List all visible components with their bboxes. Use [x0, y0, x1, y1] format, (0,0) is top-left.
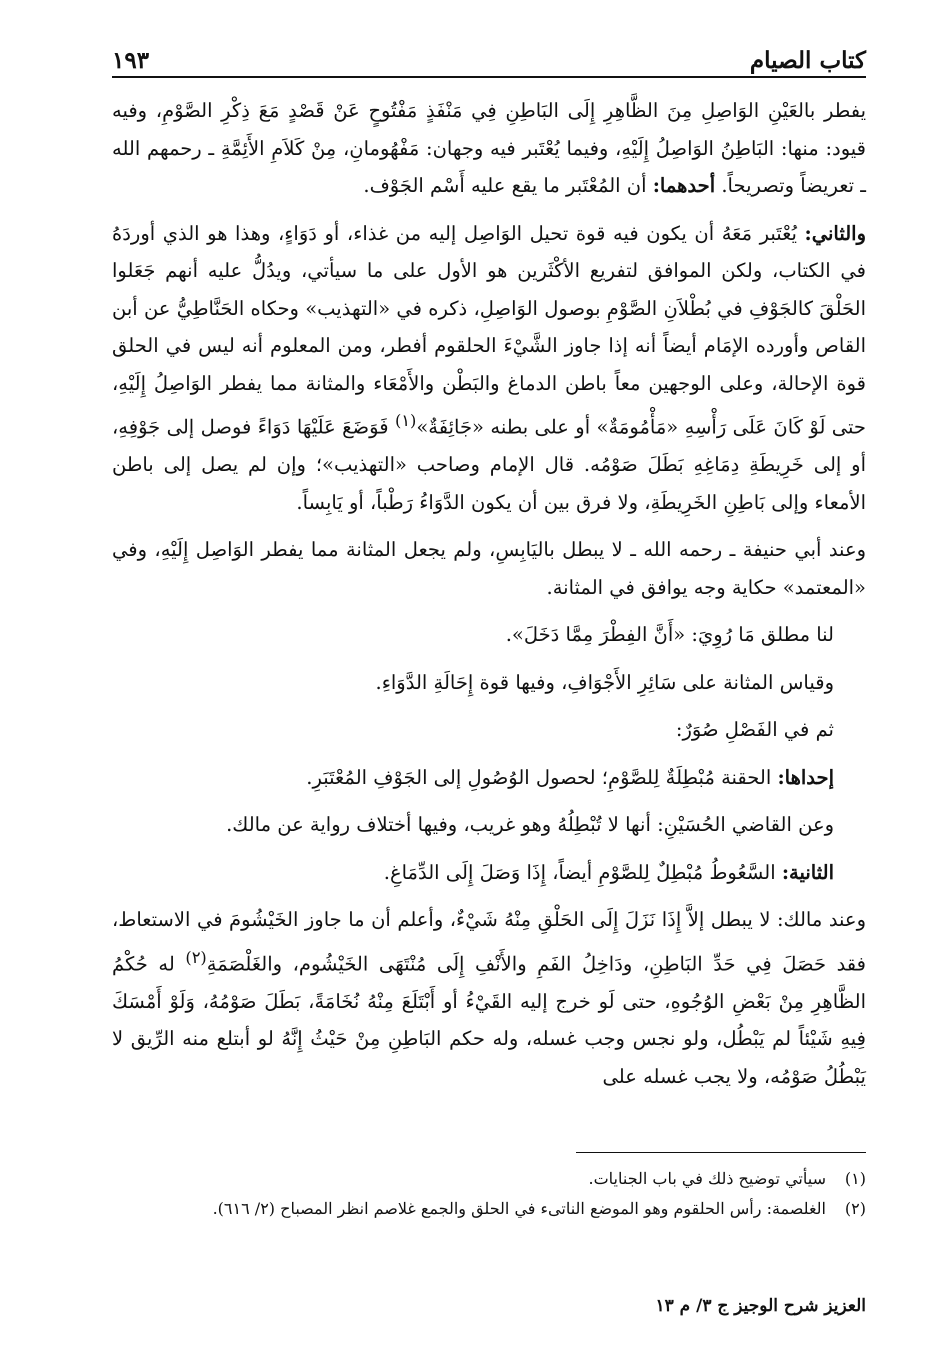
p7-text: الحقنة مُبْطِلَةٌ لِلصَّوْمِ؛ لحصول الوُصُولِ إلى الجَوْفِ المُعْتَبَرِ.: [306, 765, 772, 789]
paragraph-9: [112, 854, 834, 892]
p9-text: السَّعُوطُ مُبْطِلٌ لِلصَّوْمِ أيضاً، إِذَا وَصَلَ إِلَى الدِّمَاغِ.: [383, 860, 776, 884]
paragraph-10: [112, 901, 866, 1095]
footnote-ref-1: (١): [394, 411, 417, 430]
footnote-rule: [576, 1152, 866, 1153]
header-rule: [112, 76, 866, 78]
paragraph-7: [112, 759, 834, 797]
footnote-1-text: سيأتي توضيح ذلك في باب الجنايات.: [588, 1169, 826, 1188]
footnote-2-text: الغلصمة: رأس الحلقوم وهو الموضع الناتىء في الحلق والجمع غلاصم انظر المصباح (٢/ ٦١٦).: [212, 1199, 826, 1218]
p1-bold: أحدهما:: [652, 174, 716, 197]
paragraph-3: وعند أبي حنيفة ـ رحمه الله ـ لا يبطل باليَابِسِ، ولم يجعل المثانة مما يفطر الوَاصِل إِلَيْهِ، وفي «المعتمد» حكاية وجه يوافق في المثانة.: [112, 538, 866, 599]
book-title: كتاب الصيام: [749, 47, 866, 74]
p7-bold: إحداها:: [777, 765, 834, 789]
main-text: [112, 92, 866, 1105]
footnote-2-number: (٢): [844, 1199, 866, 1218]
page-number: ١٩٣: [112, 47, 150, 74]
p10-end: له حُكْمُ الظَّاهِرِ مِنْ بَعْضِ الوُجُوهِ، حتى لَو خرج إليه القَيْءُ أو أَبْتَلَعَ مِنْهُ نُخَامَةً، بَطَلَ صَوْمُهُ، وَلَوْ أَمْسَكَ فِيهِ شَيْئاً لم يَبْطُل، ولو نجس وجب غسله، وله حكم البَاطِنِ مِنْ حَيْثُ إِنَّهُ لو أبتلع منه الرِّيق لا يَبْطُلُ صَوْمُه، ولا يجب غسله على: [112, 952, 866, 1088]
footnote-1: [112, 1164, 866, 1194]
paragraph-2: [112, 215, 866, 522]
p9-bold: الثانية:: [781, 860, 834, 884]
signature-mark: العزيز شرح الوجيز ج ٣/ م ١٣: [655, 1296, 866, 1316]
page-header: [112, 38, 866, 74]
footnote-1-number: (١): [844, 1169, 866, 1188]
p2-bold: والثاني:: [804, 221, 866, 245]
p2-text: يُعْتَبر مَعَهُ أن يكون فيه قوة تحيل الوَاصِل إليه من غذاء، أو دَوَاءٍ، وهذا هو الذي أوردَهُ في الكتاب، ولكن الموافق لتفريع الأكْثَرين هو الأول على ما سيأتي، ويدُلُّ عليه أنهم جَعَلوا الحَلْقَ كالجَوْفِ في بُطْلاَنِ الصَّوْمِ بوصول الوَاصِلِ، ذكره في «التهذيب» وحكاه الحَنَّاطِيُّ عن أبن القاص وأورده الإمَام أيضاً أنه إذا جاوز الشَّيْءَ الحلقوم أفطر، ومن المعلوم أنه ليس في الحلق قوة الإحالة، وعلى الوجهين معاً باطن الدماغ والبَطْن والأَمْعَاء والمثانة مما يفطر الوَاصِلُ إِلَيْهِ، حتى لَوْ كَانَ عَلَى رَأْسِهِ «مَأْمُومَةٌ» أو على بطنه «جَائِفَةٌ»: [112, 221, 866, 439]
footnotes: [112, 1164, 866, 1224]
paragraph-1: [112, 92, 866, 205]
paragraph-5: وقياس المثانة على سَائِرِ الأَجْوَافِ، وفيها قوة إِحَالَةِ الدَّوَاءِ.: [375, 670, 834, 694]
paragraph-8: وعن القاضي الحُسَيْنِ: أنها لا تُبْطِلُهُ وهو غريب، وفيها أختلاف رواية عن مالك.: [226, 813, 834, 836]
paragraph-4: لنا مطلق مَا رُوِيَ: «أَنَّ الفِطْرَ مِمَّا دَخَلَ».: [505, 623, 834, 646]
p2-end: فَوَضَعَ عَلَيْهَا دَوَاءً فوصل إلى جَوْفِهِ، أو إلى خَرِيطَةِ دِمَاغِهِ بَطَلَ صَوْمُه. قال الإمام وصاحب «التهذيب»؛ وإن لم يصل إلى باطن الأمعاء وإلى بَاطِنِ الخَرِيطَةِ، ولا فرق بين أن يكون الدَّوَاءُ رَطْباً، أو يَابِساً.: [112, 415, 866, 514]
footnote-ref-2: (٢): [185, 947, 207, 967]
p10-text: وعند مالك: لا يبطل إلاَّ إِذَا نَزَلَ إِلَى الحَلْقِ مِنْهُ شَيْءٌ، وأعلم أن ما جاوز الخَيْشُومَ في الاستعاط، فقد حَصَلَ فِي حَدِّ البَاطِنِ، ودَاخِلُ الفَمِ والأَنْفِ إِلَى مُنْتَهَى الخَيْشُوم، والغَلْصَمَةِ: [112, 908, 866, 975]
footnote-2: [112, 1194, 866, 1224]
p1-end: أن المُعْتَبر ما يقع عليه أَسْم الجَوْف.: [363, 174, 647, 197]
p1-text: يفطر بالعَيْنِ الوَاصِلِ مِنَ الظَّاهِرِ إِلَى البَاطِنِ فِي مَنْفَذٍ مَفْتُوحٍ عَنْ قَصْدٍ مَعَ ذِكْرِ الصَّوْمِ، وفيه قيود: منها: البَاطِنُ الوَاصِلُ إِلَيْهِ، وفيما يُعْتَبر فيه وجهان: مَفْهُومانِ، مِنْ كَلاَمِ الأَئِمَّةِ ـ رحمهم الله ـ تعريضاً وتصريحاً.: [112, 99, 866, 197]
paragraph-6: ثم في الفَصْلِ صُوَرٌ:: [675, 718, 834, 741]
